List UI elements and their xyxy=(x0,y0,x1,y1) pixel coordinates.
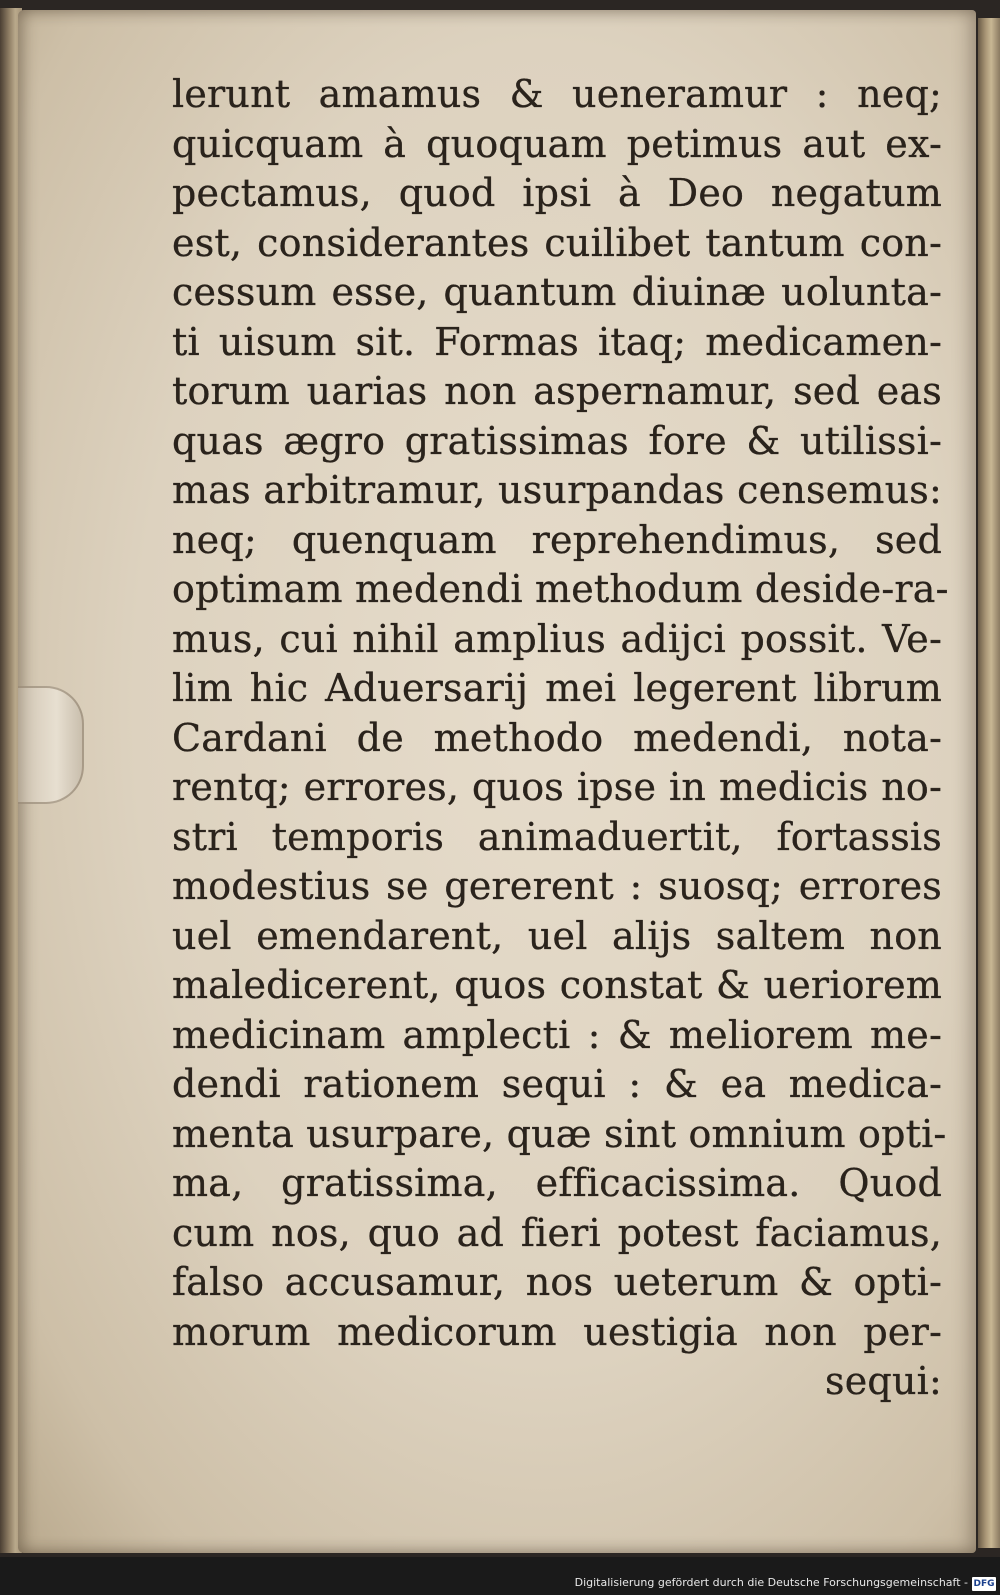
page-clip xyxy=(18,686,84,804)
text-line: lim hic Aduersarij mei legerent librum xyxy=(172,666,942,710)
text-line: est, considerantes cuilibet tantum con- xyxy=(172,220,942,265)
text-line-final: sequi: xyxy=(825,1359,942,1403)
text-line: cum nos, quo ad fieri potest faciamus, xyxy=(172,1210,942,1255)
dfg-logo-icon: DFG xyxy=(973,1579,995,1589)
text-line: neq; quenquam reprehendimus, sed xyxy=(172,517,942,562)
text-line: optimam medendi methodum deside-ra- xyxy=(172,567,949,611)
text-line: uel emendarent, uel alijs saltem non xyxy=(172,913,942,958)
text-line: mas arbitramur, usurpandas censemus: xyxy=(172,468,942,512)
text-line: maledicerent, quos constat & ueriorem xyxy=(172,963,942,1007)
text-line: cessum esse, quantum diuinæ uolunta- xyxy=(172,270,942,314)
text-line: pectamus, quod ipsi à Deo negatum xyxy=(172,171,942,215)
text-line: Cardani de methodo medendi, nota- xyxy=(172,715,942,760)
text-line: ma, gratissima, efficacissima. Quod xyxy=(172,1161,942,1205)
text-line: morum medicorum uestigia non per- xyxy=(172,1309,942,1354)
text-line: torum uarias non aspernamur, sed eas xyxy=(172,369,942,413)
footer-bar xyxy=(0,1557,1000,1595)
text-line: dendi rationem sequi : & ea medica- xyxy=(172,1062,942,1106)
text-line: stri temporis animaduertit, fortassis xyxy=(172,814,942,859)
text-line: medicinam amplecti : & meliorem me- xyxy=(172,1012,942,1057)
text-line: falso accusamur, nos ueterum & opti- xyxy=(172,1260,942,1304)
text-line: quas ægro gratissimas fore & utilissi- xyxy=(172,418,942,463)
text-line: quicquam à quoquam petimus aut ex- xyxy=(172,121,942,166)
text-line: modestius se gererent : suosq; errores xyxy=(172,864,942,908)
text-line: ti uisum sit. Formas itaq; medicamen- xyxy=(172,319,942,364)
book-edge-right xyxy=(978,18,1000,1548)
text-line: mus, cui nihil amplius adijci possit. Ve- xyxy=(172,616,942,661)
text-line: menta usurpare, quæ sint omnium opti- xyxy=(172,1111,947,1156)
page-text xyxy=(172,70,949,1407)
text-line: rentq; errores, quos ipse in medicis no- xyxy=(172,765,942,809)
funding-credit: Digitalisierung gefördert durch die Deutsche Forschungsgemeinschaft - xyxy=(574,1576,968,1589)
text-line: lerunt amamus & ueneramur : neq; xyxy=(172,72,942,116)
